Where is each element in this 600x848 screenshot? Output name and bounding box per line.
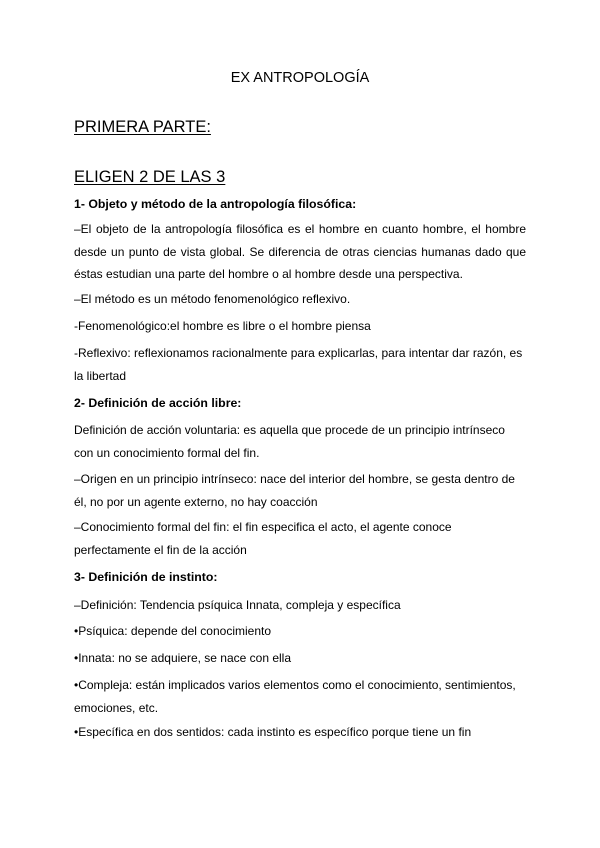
question-3-psychic-paragraph: •Psíquica: depende del conocimiento	[74, 624, 271, 638]
question-3-complex-paragraph: •Compleja: están implicados varios elementos como el conocimiento, sentimientos, emociones, etc.	[74, 678, 516, 715]
question-3-innate-paragraph: •Innata: no se adquiere, se nace con ella	[74, 651, 292, 665]
document-title: EX ANTROPOLOGÍA	[230, 70, 370, 86]
question-3-heading: 3- Definición de instinto:	[74, 570, 218, 584]
question-1-method-paragraph: –El método es un método fenomenológico reflexivo.	[74, 292, 351, 306]
question-3-definition-paragraph: –Definición: Tendencia psíquica Innata, compleja y específica	[74, 598, 401, 612]
question-1-object-paragraph: –El objeto de la antropología filosófica es el hombre en cuanto hombre, el hombre desde un punto de vista global. Se diferencia de otras ciencias humanas dado que éstas estudian una parte del hombre o al hombre desde una perspectiva.	[74, 222, 526, 281]
question-2-origin-paragraph: –Origen en un principio intrínseco: nace del interior del hombre, se gesta dentro de él, no por un agente externo, no hay coacción	[74, 472, 515, 509]
question-3-specific-paragraph: •Específica en dos sentidos: cada instinto es específico porque tiene un fin	[74, 725, 472, 739]
part-heading: PRIMERA PARTE:	[74, 118, 211, 136]
choose-heading: ELIGEN 2 DE LAS 3	[74, 168, 226, 186]
question-2-definition-paragraph: Definición de acción voluntaria: es aquella que procede de un principio intrínseco con un conocimiento formal del fin.	[74, 423, 505, 460]
question-1-reflexive-paragraph: -Reflexivo: reflexionamos racionalmente para explicarlas, para intentar dar razón, es la libertad	[74, 346, 523, 383]
question-2-heading: 2- Definición de acción libre:	[74, 396, 242, 410]
question-1-heading: 1- Objeto y método de la antropología filosófica:	[74, 197, 357, 211]
question-2-knowledge-paragraph: –Conocimiento formal del fin: el fin especifica el acto, el agente conoce perfectamente el fin de la acción	[74, 520, 452, 557]
question-1-phenomenological-paragraph: -Fenomenológico:el hombre es libre o el hombre piensa	[74, 319, 371, 333]
